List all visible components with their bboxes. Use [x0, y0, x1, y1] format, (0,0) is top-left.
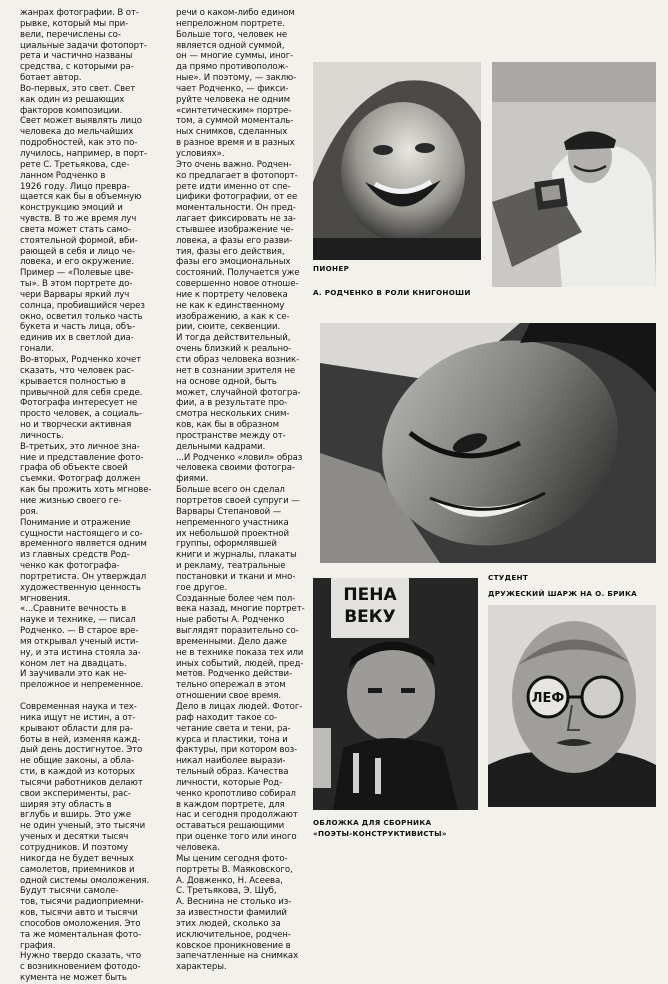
text-line: пространстве между от- [176, 430, 286, 441]
text-line: тельно опережал в этом [176, 680, 286, 691]
text-line: лагает фиксировать не за- [176, 214, 296, 225]
text-line: Мы ценим сегодня фото- [176, 853, 288, 864]
text-line: стоятельной формой, вби- [20, 235, 138, 246]
text-line: мя открывал ученый исти- [20, 636, 139, 647]
text-line: «...Сравните вечность в [20, 604, 127, 615]
text-line: вели, перечислены со- [20, 29, 121, 40]
text-line: рете идти именно от спе- [176, 181, 291, 192]
caption-cover-line-2: «ПОЭТЫ-КОНСТРУКТИВИСТЫ» [313, 829, 447, 838]
text-line: цифики фотографии, от ее [176, 192, 298, 203]
text-line: непременного участника [176, 517, 289, 528]
caption-brik: ДРУЖЕСКИЙ ШАРЖ НА О. БРИКА [488, 589, 638, 598]
text-line: не общие законы, а обла- [20, 756, 135, 767]
text-line: при оценке того или иного [176, 832, 297, 843]
text-line: тельный образ. Качества [176, 767, 289, 778]
text-line: рии, сюите, секвенции. [176, 322, 281, 333]
text-line: жанрах фотографии. В от- [20, 8, 139, 18]
text-line: Нужно твердо сказать, что [20, 951, 142, 962]
text-line: непреложном портрете. [176, 18, 285, 29]
text-line: метов. Родченко действи- [176, 669, 293, 680]
text-line: рающей в себя и лицо че- [20, 246, 135, 257]
text-column-2 [176, 8, 309, 973]
text-line: человека своими фотогра- [176, 463, 295, 474]
text-line: крывают области для ра- [20, 723, 133, 734]
text-line: фиями. [176, 474, 209, 485]
text-line: отношении свое время. [176, 691, 281, 702]
photo-brik-caricature [488, 605, 656, 807]
text-line: характеры. [176, 962, 227, 973]
text-line: тысячи работников делают [20, 777, 143, 788]
text-line: рывке, который мы при- [20, 18, 129, 29]
text-line: свои эксперименты, рас- [20, 788, 131, 799]
text-line: раф находит такое со- [176, 712, 278, 723]
text-line: гонали. [20, 344, 54, 355]
text-line: ние жизнью своего ге- [20, 495, 122, 506]
text-line: сотрудников. И поэтому [20, 842, 129, 853]
caption-student: СТУДЕНТ [488, 573, 529, 582]
text-line: изображению, а как к се- [176, 311, 290, 322]
text-line: сказать, что человек рас- [20, 365, 135, 376]
text-line: том, а суммой моменталь- [176, 116, 294, 127]
text-line: очень близкий к реально- [176, 344, 292, 355]
text-line: лучилось, например, в порт- [20, 148, 148, 159]
lef-logo-text: ЛЕФ [531, 691, 565, 706]
text-line: та же моментальная фото- [20, 929, 142, 940]
text-line: совершенно новое отноше- [176, 279, 299, 290]
text-line: выглядят поразительно со- [176, 626, 299, 637]
text-line: гое другое. [176, 582, 227, 593]
text-line: Фотографа интересует не [20, 398, 138, 409]
text-line: он — многие суммы, иног- [176, 51, 294, 62]
text-line: ние к портрету человека [176, 289, 288, 300]
text-line: смотра нескольких сним- [176, 409, 290, 420]
text-line: но и творчески активная [20, 420, 132, 431]
text-line: личности, которые Род- [176, 777, 283, 788]
text-line: Во-первых, это свет. Свет [20, 83, 136, 94]
text-line: фазы его эмоциональных [176, 257, 291, 268]
text-line: нет в сознании зрителя не [176, 365, 296, 376]
text-line: рете С. Третьякова, сде- [20, 159, 130, 170]
text-line: и рекламу, театральные [176, 561, 286, 572]
text-line: науке и технике, — писал [20, 615, 136, 626]
text-line: самолетов, приемников и [20, 864, 135, 875]
text-line: тов, тысячи радиоприемни- [20, 897, 144, 908]
cover-title-line-2: ВЕКУ [344, 607, 396, 627]
text-line: ченко кропотливо собирал [176, 788, 296, 799]
text-line: да прямо противополож- [176, 62, 289, 73]
text-line: ченко как фотографа- [20, 561, 120, 572]
text-line: этих людей, сколько за [176, 918, 281, 929]
text-line: дельными кадрами. [176, 441, 266, 452]
text-line: Дело в лицах людей. Фотог- [176, 702, 303, 712]
text-line: в каждом портрете, для [176, 799, 285, 810]
text-line: щается как бы в объемную [20, 192, 142, 203]
text-line: иных событий, людей, пред- [176, 658, 304, 669]
text-line: ко предлагает в фотопорт- [176, 170, 298, 181]
text-line: запечатленные на снимках [176, 951, 299, 962]
text-line: вглубь и вширь. Это уже [20, 810, 131, 821]
text-line: чает Родченко, — фикси- [176, 83, 289, 94]
text-line: речи о каком-либо едином [176, 8, 295, 18]
text-line: единив их в светлой диа- [20, 333, 134, 344]
text-line: ловека, и его окружение. [20, 257, 134, 268]
text-line: С. Третьякова, Э. Шуб, [176, 886, 277, 897]
text-line: человека до мельчайших [20, 127, 134, 138]
text-line: А. Веснина не столько из- [176, 897, 292, 908]
text-line: Свет может выявлять лицо [20, 116, 142, 127]
text-line: графия. [20, 940, 56, 951]
photo-student [320, 323, 656, 563]
cover-title-line-1: ПЕНА [343, 585, 397, 605]
text-line: сти образ человека возник- [176, 355, 300, 365]
text-line: Пример — «Полевые цве- [20, 268, 134, 279]
caption-pioneer: ПИОНЕР [313, 264, 350, 273]
text-line: коном лет на двадцать. [20, 658, 127, 669]
text-line: состояний. Получается уже [176, 268, 300, 279]
photo-pioneer [313, 62, 481, 260]
text-line: чувств. В то же время луч [20, 214, 137, 225]
text-line: стывшее изображение че- [176, 224, 294, 235]
text-line: Это очень важно. Родчен- [176, 159, 292, 170]
text-line: ние и представление фото- [20, 452, 144, 463]
text-line: одной системы омоложения. [20, 875, 150, 886]
text-column-1 [20, 8, 170, 984]
text-line: на основе одной, быть [176, 376, 277, 387]
text-line: ника ищут не истин, а от- [20, 712, 136, 723]
text-line: курса и пластики, тона и [176, 734, 288, 745]
text-line: тия, фазы его действия, [176, 246, 285, 257]
text-line: ковское проникновение в [176, 940, 291, 951]
photo-rodchenko-bookseller [492, 62, 656, 287]
text-line: сти, в каждой из которых [20, 767, 135, 778]
text-line: портретов своей супруги — [176, 495, 300, 506]
text-line: Варвары Степановой — [176, 506, 282, 517]
text-line: как один из решающих [20, 94, 125, 105]
text-line: ные работы А. Родченко [176, 615, 285, 626]
text-line: И заучивали это как не- [20, 669, 127, 680]
caption-cover-line-1: ОБЛОЖКА ДЛЯ СБОРНИКА [313, 818, 432, 827]
text-line: Созданные более чем пол- [176, 593, 296, 604]
text-line: конструкцию эмоций и [20, 203, 123, 214]
text-line: крывается полностью в [20, 376, 126, 387]
text-line: их небольшой проектной [176, 528, 289, 539]
text-line: никогда не будет вечных [20, 853, 134, 864]
text-line: никал наиболее вырази- [176, 756, 286, 767]
text-line: из главных средств Род- [20, 550, 130, 561]
text-line: Будут тысячи самоле- [20, 886, 119, 897]
text-line [20, 691, 170, 702]
text-line: группы, оформлявшей [176, 539, 277, 550]
caption-bookseller: А. РОДЧЕНКО В РОЛИ КНИГОНОШИ [313, 288, 471, 297]
text-line: мгновения. [20, 593, 71, 604]
text-line: руйте человека не одним [176, 94, 291, 105]
text-line: просто человек, а социаль- [20, 409, 142, 420]
text-line: преложное и непременное. [20, 680, 144, 691]
text-line: ков, как бы в образном [176, 420, 279, 431]
text-line: четание света и тени, ра- [176, 723, 291, 734]
text-line: может, случайной фотогра- [176, 387, 301, 398]
text-line: окно, осветил только часть [20, 311, 143, 322]
text-line: В-третьих, это личное зна- [20, 441, 140, 452]
text-line: подробностей, как это по- [20, 138, 138, 149]
text-line: букета и часть лица, объ- [20, 322, 135, 333]
text-line: с возникновением фотодо- [20, 962, 141, 973]
text-line: съемки. Фотограф должен [20, 474, 141, 485]
text-line: Больше того, человек не [176, 29, 288, 40]
text-line: как бы прожить хоть мгнове- [20, 485, 152, 496]
text-line: не в технике показа тех или [176, 647, 304, 658]
text-line: ученых и десятки тысяч [20, 832, 129, 843]
text-line: портретиста. Он утверждал [20, 571, 147, 582]
text-line: ловека, а фазы его разви- [176, 235, 293, 246]
text-line: моментальности. Он пред- [176, 203, 296, 214]
text-line: ные». И поэтому, — заклю- [176, 73, 297, 84]
text-line: ботает автор. [20, 73, 82, 84]
text-line: ты». В этом портрете до- [20, 279, 133, 290]
text-line: Современная наука и тех- [20, 702, 137, 712]
text-line: факторов композиции. [20, 105, 123, 116]
text-line: графа об объекте своей [20, 463, 128, 474]
text-line: оставаться решающими [176, 821, 285, 832]
text-line: человека. [176, 842, 220, 853]
text-line: условиях». [176, 148, 225, 159]
text-line: ширяя эту область в [20, 799, 112, 810]
text-line: Родченко. — В старое вре- [20, 626, 139, 637]
text-line: ...И Родченко «ловил» образ [176, 452, 303, 463]
text-line: временного является одним [20, 539, 147, 550]
text-line: солнца, пробившийся через [20, 300, 145, 311]
text-line: ну, и эта истина стояла за- [20, 647, 141, 658]
photo-cover-poets-constructivists [313, 578, 478, 810]
text-line: боты в ней, изменяя кажд- [20, 734, 141, 745]
text-line: А. Довженко, Н. Асеева, [176, 875, 283, 886]
text-line: не как к единственному [176, 300, 285, 311]
text-line: И тогда действительный, [176, 333, 291, 344]
text-line: художественную ценность [20, 582, 141, 593]
text-line: «синтетическим» портре- [176, 105, 292, 116]
text-line: временными. Дело даже [176, 636, 287, 647]
text-line: кумента не может быть [20, 973, 127, 984]
text-line: исключительное, родчен- [176, 929, 291, 940]
text-line: фии, а в результате про- [176, 398, 288, 409]
text-line: Во-вторых, Родченко хочет [20, 355, 142, 365]
text-line: книги и журналы, плакаты [176, 550, 297, 561]
text-line: постановки и ткани и мно- [176, 571, 296, 582]
text-line: нас и сегодня продолжают [176, 810, 298, 821]
text-line: дый день достигнутое. Это [20, 745, 143, 756]
text-line: ных снимков, сделанных [176, 127, 288, 138]
text-line: Понимание и отражение [20, 517, 131, 528]
text-line: ков, тысячи авто и тысячи [20, 908, 138, 919]
text-line: портреты В. Маяковского, [176, 864, 293, 875]
text-line: роя. [20, 506, 39, 517]
text-line: способов омоложения. Это [20, 918, 141, 929]
text-line: за известности фамилий [176, 908, 287, 919]
text-line: привычной для себя среде. [20, 387, 143, 398]
text-line: ланном Родченко в [20, 170, 106, 181]
text-line: века назад, многие портрет- [176, 604, 305, 615]
text-line: в разное время и в разных [176, 138, 295, 149]
text-line: средства, с которыми ра- [20, 62, 134, 73]
text-line: чери Варвары яркий луч [20, 289, 130, 300]
text-line: Больше всего он сделал [176, 485, 285, 496]
text-line: не один ученый, это тысячи [20, 821, 146, 832]
text-line: циальные задачи фотопорт- [20, 40, 147, 51]
text-line: рета и частично названы [20, 51, 133, 62]
text-line: сущности настоящего и со- [20, 528, 143, 539]
text-line: фактуры, при котором воз- [176, 745, 298, 756]
text-line: 1926 году. Лицо превра- [20, 181, 130, 192]
text-line: личность. [20, 430, 64, 441]
text-line: является одной суммой, [176, 40, 285, 51]
text-line: света может стать само- [20, 224, 131, 235]
